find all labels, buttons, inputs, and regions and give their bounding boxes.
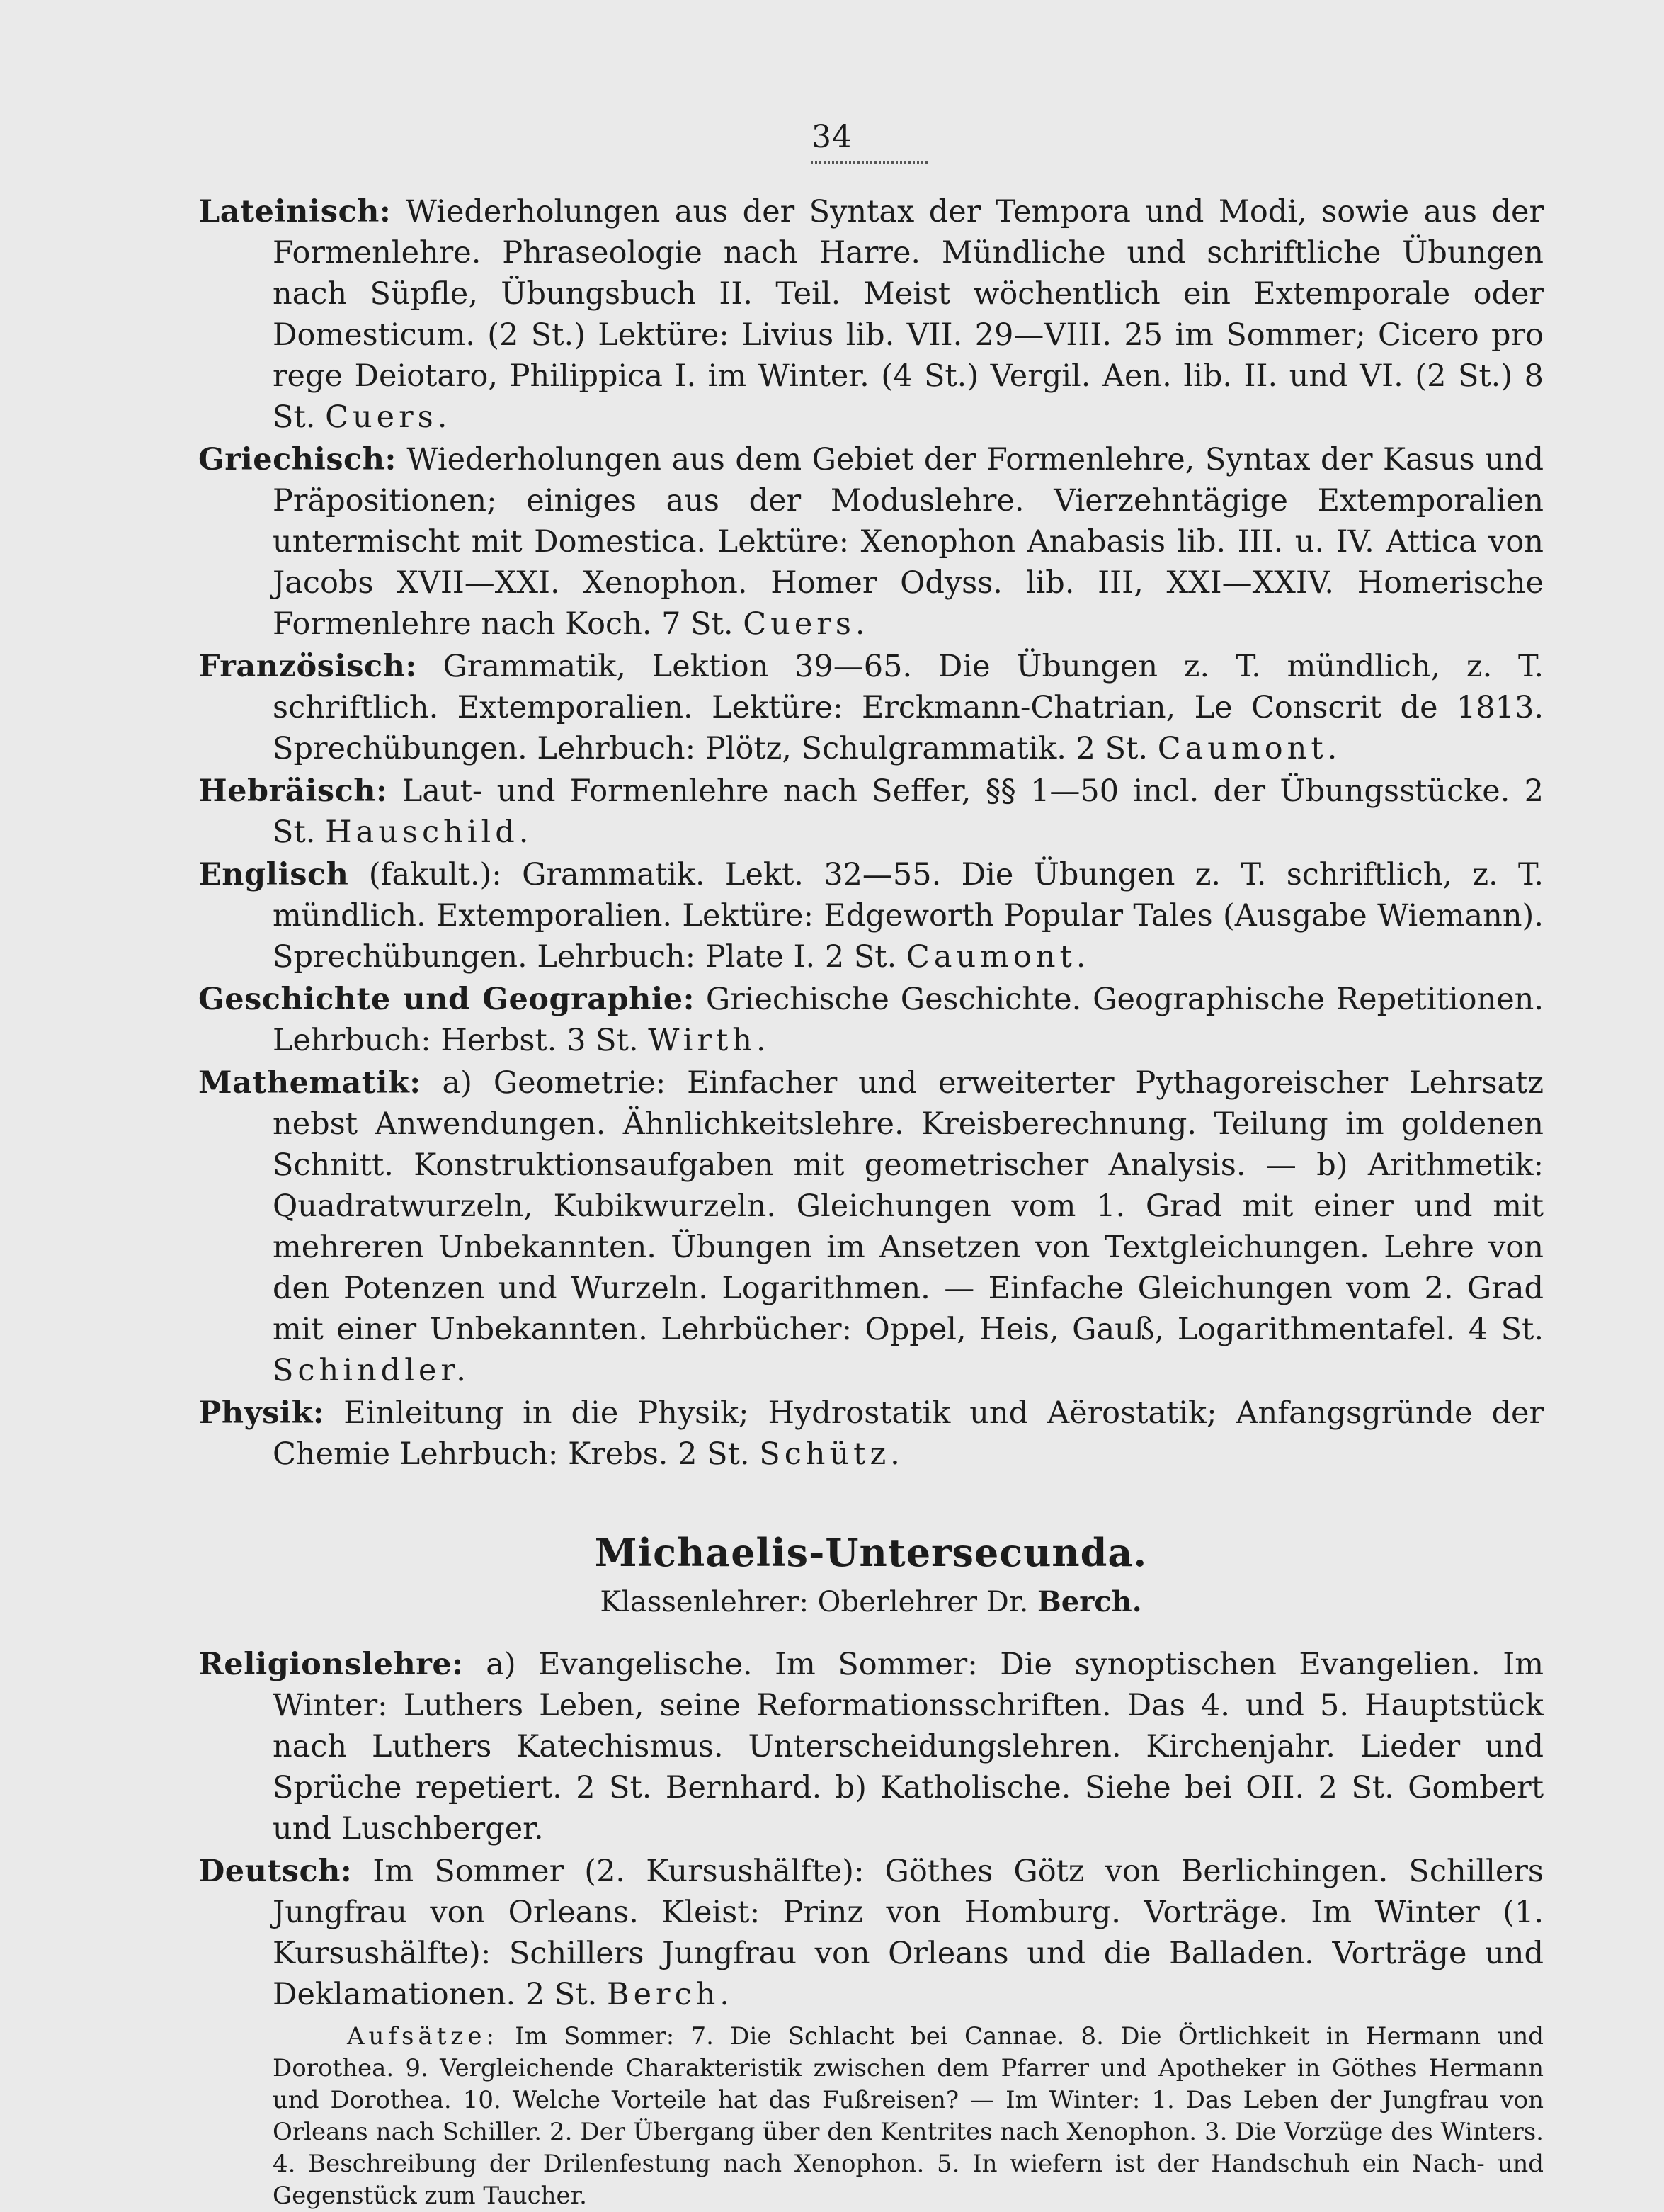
teacher-name: Hauschild. bbox=[325, 815, 533, 850]
teacher-name: Caumont. bbox=[906, 939, 1090, 975]
subject-greek bbox=[198, 439, 1544, 645]
subject-english bbox=[198, 854, 1544, 977]
teacher-name: Cuers. bbox=[743, 606, 870, 642]
subject-text: a) Evangelische. Im Sommer: Die synoptischen Evangelien. Im Winter: Luthers Leben, seine Reformationsschriften. Das 4. und 5. Hauptstück nach Luthers Katechismus. Unterscheidungslehren. Kirchenjahr. Lieder und Sprüche repetiert. 2 St. Bernhard. b) Katholische. Siehe bei OII. 2 St. Gombert und Luschberger. bbox=[273, 1647, 1544, 1847]
page-body bbox=[198, 191, 1544, 2212]
essay-topics bbox=[198, 2021, 1544, 2212]
page-number-ornament bbox=[811, 161, 928, 164]
subject-text: (fakult.): Grammatik. Lekt. 32—55. Die Übungen z. T. schriftlich, z. T. mündlich. Extemporalien. Lektüre: Edgeworth Popular Tales (Ausgabe Wiemann). Sprechübungen. Lehrbuch: Plate I. 2 St. bbox=[273, 857, 1544, 975]
teacher-name: Wirth. bbox=[648, 1023, 770, 1058]
teacher-name: Caumont. bbox=[1157, 731, 1342, 766]
subject-heading: Deutsch: bbox=[198, 1854, 353, 1889]
subject-text: Im Sommer (2. Kursushälfte): Göthes Götz von Berlichingen. Schillers Jungfrau von Orleans. Kleist: Prinz von Homburg. Vorträge. Im Winter (1. Kursushälfte): Schillers Jungfrau von Orleans und die Balladen. Vorträge und Deklamationen. 2 St. bbox=[273, 1854, 1544, 2012]
subject-religion bbox=[198, 1644, 1544, 1849]
subject-text: Laut- und Formenlehre nach Seffer, §§ 1—50 incl. der Übungsstücke. 2 St. bbox=[273, 773, 1544, 850]
subject-history-geography bbox=[198, 979, 1544, 1061]
subject-hebrew bbox=[198, 771, 1544, 853]
subject-german bbox=[198, 1851, 1544, 2015]
teacher-name: Schütz. bbox=[759, 1436, 904, 1472]
subject-heading: Lateinisch: bbox=[198, 194, 392, 229]
class-teacher-name: Berch. bbox=[1037, 1585, 1142, 1618]
subject-text: Grammatik, Lektion 39—65. Die Übungen z. T. mündlich, z. T. schriftlich. Extemporalien. Lektüre: Erckmann-Chatrian, Le Conscrit de 1813. Sprechübungen. Lehrbuch: Plötz, Schulgrammatik. 2 St. bbox=[273, 649, 1544, 766]
subject-physics bbox=[198, 1393, 1544, 1475]
subject-text: Griechische Geschichte. Geographische Repetitionen. Lehrbuch: Herbst. 3 St. bbox=[273, 982, 1544, 1058]
teacher-name: Berch. bbox=[606, 1977, 734, 2012]
class-teacher-line bbox=[198, 1585, 1544, 1618]
subject-heading: Hebräisch: bbox=[198, 773, 388, 809]
subject-heading: Griechisch: bbox=[198, 442, 397, 477]
teacher-name: Cuers. bbox=[325, 399, 452, 435]
subject-latin bbox=[198, 191, 1544, 438]
subject-text: Wiederholungen aus dem Gebiet der Formenlehre, Syntax der Kasus und Präpositionen; einiges aus der Moduslehre. Vierzehntägige Extemporalien untermischt mit Domestica. Lektüre: Xenophon Anabasis lib. III. u. IV. Attica von Jacobs XVII—XXI. Xenophon. Homer Odyss. lib. III, XXI—XXIV. Homerische Formenlehre nach Koch. 7 St. bbox=[273, 442, 1544, 642]
subject-text: Einleitung in die Physik; Hydrostatik und Aërostatik; Anfangsgründe der Chemie Lehrbuch: Krebs. 2 St. bbox=[273, 1395, 1544, 1472]
subject-text: Wiederholungen aus der Syntax der Tempora und Modi, sowie aus der Formenlehre. Phraseologie nach Harre. Mündliche und schriftliche Übungen nach Süpfle, Übungsbuch II. Teil. Meist wöchentlich ein Extemporale oder Domesticum. (2 St.) Lektüre: Livius lib. VII. 29—VIII. 25 im Sommer; Cicero pro rege Deiotaro, Philippica I. im Winter. (4 St.) Vergil. Aen. lib. II. und VI. (2 St.) 8 St. bbox=[273, 194, 1544, 435]
subject-heading: Religionslehre: bbox=[198, 1647, 464, 1682]
subject-heading: Geschichte und Geographie: bbox=[198, 982, 695, 1017]
subject-heading: Englisch bbox=[198, 857, 349, 892]
section-title: Michaelis-Untersecunda. bbox=[594, 1530, 1148, 1575]
subject-text: a) Geometrie: Einfacher und erweiterter Pythagoreischer Lehrsatz nebst Anwendungen. Ähnlichkeitslehre. Kreisberechnung. Teilung im goldenen Schnitt. Konstruktionsaufgaben mit geometrischer Analysis. — b) Arithmetik: Quadratwurzeln, Kubikwurzeln. Gleichungen vom 1. Grad mit einer und mit mehreren Unbekannten. Übungen im Ansetzen von Textgleichungen. Lehre von den Potenzen und Wurzeln. Logarithmen. — Einfache Gleichungen vom 2. Grad mit einer Unbekannten. Lehrbücher: Oppel, Heis, Gauß, Logarithmentafel. 4 St. bbox=[273, 1065, 1544, 1347]
subject-mathematics bbox=[198, 1062, 1544, 1391]
subject-heading: Mathematik: bbox=[198, 1065, 421, 1101]
subject-heading: Physik: bbox=[198, 1395, 325, 1431]
page-number: 34 bbox=[811, 119, 853, 155]
teacher-name: Schindler. bbox=[273, 1353, 470, 1388]
subject-french bbox=[198, 646, 1544, 769]
essay-topics-label: Aufsätze: bbox=[347, 2022, 498, 2051]
subject-heading: Französisch: bbox=[198, 649, 417, 684]
essay-topics-text: Im Sommer: 7. Die Schlacht bei Cannae. 8. Die Örtlichkeit in Hermann und Dorothea. 9. Vergleichende Charakteristik zwischen dem Pfarrer und Apotheker in Göthes Hermann und Dorothea. 10. Welche Vorteile hat das Fußreisen? — Im Winter: 1. Das Leben der Jungfrau von Orleans nach Schiller. 2. Der Übergang über den Kentrites nach Xenophon. 3. Die Vorzüge des Winters. 4. Beschreibung der Drilenfestung nach Xenophon. 5. In wiefern ist der Handschuh ein Nach- und Gegenstück zum Taucher. bbox=[273, 2022, 1544, 2210]
class-teacher-label: Klassenlehrer: Oberlehrer Dr. bbox=[600, 1586, 1029, 1618]
